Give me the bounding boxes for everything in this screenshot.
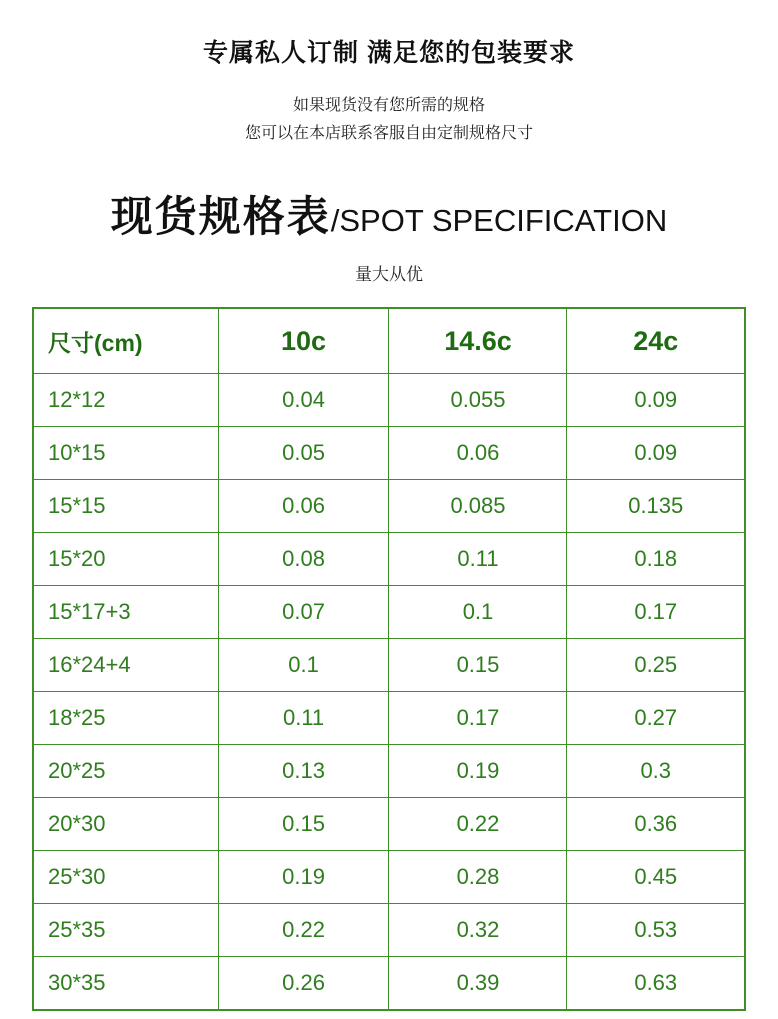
cell-14-6c: 0.11 [389, 533, 567, 586]
spec-table [32, 307, 746, 1011]
spec-table-body [33, 374, 745, 1011]
cell-size: 15*17+3 [33, 586, 218, 639]
cell-size: 18*25 [33, 692, 218, 745]
column-header-10c: 10c [218, 308, 389, 374]
cell-size: 25*35 [33, 904, 218, 957]
table-row [33, 480, 745, 533]
cell-size: 16*24+4 [33, 639, 218, 692]
cell-24c: 0.09 [567, 374, 745, 427]
subheadline-line-1: 如果现货没有您所需的规格 [292, 97, 485, 114]
cell-10c: 0.26 [218, 957, 389, 1011]
cell-24c: 0.27 [567, 692, 745, 745]
cell-10c: 0.08 [218, 533, 389, 586]
column-header-24c: 24c [567, 308, 745, 374]
cell-size: 15*15 [33, 480, 218, 533]
cell-14-6c: 0.15 [389, 639, 567, 692]
cell-10c: 0.05 [218, 427, 389, 480]
table-row [33, 427, 745, 480]
column-header-14-6c: 14.6c [389, 308, 567, 374]
cell-size: 20*30 [33, 798, 218, 851]
spec-table-head [33, 308, 745, 374]
cell-size: 20*25 [33, 745, 218, 798]
cell-14-6c: 0.22 [389, 798, 567, 851]
cell-24c: 0.45 [567, 851, 745, 904]
cell-14-6c: 0.39 [389, 957, 567, 1011]
section-title-cn: 现货规格表 [110, 193, 331, 240]
spec-table-wrap [32, 307, 746, 1011]
table-row [33, 957, 745, 1011]
cell-10c: 0.06 [218, 480, 389, 533]
cell-24c: 0.36 [567, 798, 745, 851]
table-row [33, 904, 745, 957]
section-title-en: /SPOT SPECIFICATION [330, 203, 668, 238]
section-tagline: 量大从优 [355, 265, 423, 284]
cell-size: 12*12 [33, 374, 218, 427]
table-row [33, 639, 745, 692]
table-header-row [33, 308, 745, 374]
cell-24c: 0.63 [567, 957, 745, 1011]
cell-10c: 0.07 [218, 586, 389, 639]
cell-14-6c: 0.28 [389, 851, 567, 904]
cell-10c: 0.04 [218, 374, 389, 427]
cell-24c: 0.09 [567, 427, 745, 480]
column-header-size: 尺寸(cm) [33, 308, 218, 374]
cell-size: 10*15 [33, 427, 218, 480]
cell-10c: 0.13 [218, 745, 389, 798]
subheadline-line-2: 您可以在本店联系客服自由定制规格尺寸 [244, 125, 533, 142]
cell-10c: 0.1 [218, 639, 389, 692]
cell-14-6c: 0.32 [389, 904, 567, 957]
table-row [33, 798, 745, 851]
table-row [33, 374, 745, 427]
cell-size: 15*20 [33, 533, 218, 586]
cell-24c: 0.18 [567, 533, 745, 586]
cell-24c: 0.25 [567, 639, 745, 692]
cell-24c: 0.3 [567, 745, 745, 798]
cell-24c: 0.53 [567, 904, 745, 957]
table-row [33, 692, 745, 745]
section-title [0, 184, 778, 244]
cell-10c: 0.22 [218, 904, 389, 957]
cell-14-6c: 0.085 [389, 480, 567, 533]
cell-24c: 0.135 [567, 480, 745, 533]
table-row [33, 745, 745, 798]
table-row [33, 586, 745, 639]
cell-14-6c: 0.1 [389, 586, 567, 639]
cell-14-6c: 0.19 [389, 745, 567, 798]
table-row [33, 533, 745, 586]
cell-size: 25*30 [33, 851, 218, 904]
page-headline: 专属私人订制 满足您的包装要求 [203, 39, 575, 67]
cell-10c: 0.11 [218, 692, 389, 745]
cell-10c: 0.15 [218, 798, 389, 851]
cell-14-6c: 0.06 [389, 427, 567, 480]
cell-10c: 0.19 [218, 851, 389, 904]
cell-size: 30*35 [33, 957, 218, 1011]
table-row [33, 851, 745, 904]
page-subheadline [0, 92, 778, 148]
cell-14-6c: 0.17 [389, 692, 567, 745]
cell-14-6c: 0.055 [389, 374, 567, 427]
cell-24c: 0.17 [567, 586, 745, 639]
